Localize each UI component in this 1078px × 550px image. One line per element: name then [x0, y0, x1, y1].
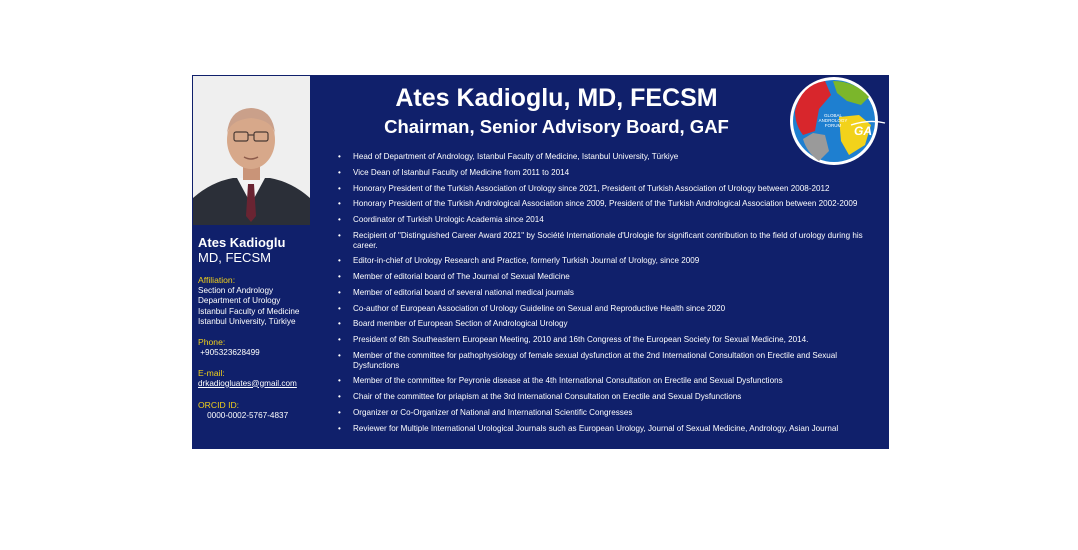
logo-text-line: FORUM	[824, 123, 842, 128]
achievements-list	[338, 152, 883, 439]
bullet-dot: •	[338, 319, 341, 329]
achievement-text: President of 6th Southeastern European Meeting, 2010 and 16th Congress of the European Society for Sexual Medicine, 2014.	[353, 335, 809, 345]
achievement-text: Chair of the committee for priapism at the 3rd International Consultation on Erectile and Sexual Dysfunctions	[353, 392, 742, 402]
bullet-dot: •	[338, 287, 341, 297]
bullet-dot: •	[338, 183, 341, 193]
bullet-dot: •	[338, 376, 341, 386]
achievement-text: Member of editorial board of The Journal of Sexual Medicine	[353, 272, 570, 282]
achievement-item	[338, 152, 883, 162]
achievement-text: Honorary President of the Turkish Andrological Association since 2009, President of the Turkish Andrological Association between 2002-2009	[353, 199, 858, 209]
achievement-text: Organizer or Co-Organizer of National and International Scientific Congresses	[353, 407, 633, 417]
email-label: E-mail:	[198, 368, 225, 378]
bullet-dot: •	[338, 272, 341, 282]
achievement-item	[338, 184, 883, 194]
achievement-item	[338, 408, 883, 418]
email-block	[198, 368, 297, 389]
bullet-dot: •	[338, 215, 341, 225]
profile-slide	[192, 75, 889, 449]
achievement-item	[338, 351, 883, 370]
bullet-dot: •	[338, 335, 341, 345]
achievement-text: Member of the committee for Peyronie disease at the 4th International Consultation on Erectile and Sexual Dysfunctions	[353, 376, 783, 386]
orcid-label: ORCID ID:	[198, 400, 240, 410]
achievement-text: Coordinator of Turkish Urologic Academia since 2014	[353, 215, 544, 225]
achievement-item	[338, 256, 883, 266]
achievement-text: Member of the committee for pathophysiology of female sexual dysfunction at the 2nd International Consultation on Erectile and Sexual Dysfunctions	[353, 350, 838, 370]
affiliation-line: Istanbul University, Türkiye	[198, 317, 296, 326]
achievement-item	[338, 199, 883, 209]
affiliation-line: Department of Urology	[198, 296, 281, 305]
orcid-id: 0000-0002-5767-4837	[198, 410, 289, 420]
affiliation-line: Istanbul Faculty of Medicine	[198, 306, 300, 316]
orcid-block	[198, 400, 288, 421]
achievement-text: Editor-in-chief of Urology Research and Practice, formerly Turkish Journal of Urology, since 2009	[353, 256, 700, 266]
achievement-text: Honorary President of the Turkish Association of Urology since 2021, President of Turkish Association of Urology between 2008-2012	[353, 183, 830, 193]
achievement-item	[338, 335, 883, 345]
affiliation-label: Affiliation:	[198, 275, 236, 285]
bullet-dot: •	[338, 199, 341, 209]
achievement-text: Recipient of "Distinguished Career Award 2021" by Société Internationale d'Urologie for significant contribution to the field of urology during his career.	[353, 230, 863, 250]
bullet-dot: •	[338, 230, 341, 240]
profile-sidebar	[192, 75, 311, 449]
bullet-dot: •	[338, 167, 341, 177]
achievement-text: Vice Dean of Istanbul Faculty of Medicine from 2011 to 2014	[353, 167, 570, 177]
affiliation-line: Section of Andrology	[198, 285, 274, 295]
affiliation-block	[198, 275, 299, 328]
achievement-item	[338, 215, 883, 225]
bullet-dot: •	[338, 423, 341, 433]
phone-number[interactable]: +905323628499	[198, 347, 260, 357]
achievement-item	[338, 319, 883, 329]
bullet-dot: •	[338, 407, 341, 417]
bullet-dot: •	[338, 256, 341, 266]
name-block	[198, 235, 285, 265]
achievement-item	[338, 304, 883, 314]
bullet-dot: •	[338, 350, 341, 360]
phone-label: Phone:	[198, 337, 226, 347]
logo-text-line: GLOBAL	[823, 113, 843, 118]
slide-title: Ates Kadioglu, MD, FECSM	[395, 84, 718, 112]
logo-text-line: ANDROLOGY	[818, 118, 848, 123]
achievement-text: Head of Department of Andrology, Istanbul Faculty of Medicine, Istanbul University, Türkiye	[353, 152, 679, 161]
achievement-item	[338, 168, 883, 178]
phone-block	[198, 337, 260, 358]
achievement-text: Board member of European Section of Andrological Urology	[353, 319, 568, 329]
bullet-dot: •	[338, 303, 341, 313]
email-link[interactable]: drkadiogluates@gmail.com	[198, 378, 297, 388]
achievement-item	[338, 392, 883, 402]
slide-subtitle: Chairman, Senior Advisory Board, GAF	[384, 116, 729, 137]
achievement-item	[338, 424, 883, 434]
achievement-item	[338, 231, 883, 250]
achievement-item	[338, 288, 883, 298]
achievement-item	[338, 272, 883, 282]
achievement-text: Member of editorial board of several national medical journals	[353, 287, 574, 297]
bullet-dot: •	[338, 392, 341, 402]
portrait-photo	[193, 76, 310, 225]
bullet-dot: •	[338, 152, 341, 161]
achievement-text: Co-author of European Association of Urology Guideline on Sexual and Reproductive Health since 2020	[353, 303, 726, 313]
profile-name: Ates Kadioglu	[198, 235, 286, 250]
achievement-text: Reviewer for Multiple International Urological Journals such as European Urology, Journal of Sexual Medicine, Andrology, Asian Journal	[353, 423, 839, 433]
logo-monogram: GA	[854, 124, 872, 138]
achievement-item	[338, 376, 883, 386]
profile-credentials: MD, FECSM	[198, 250, 271, 265]
